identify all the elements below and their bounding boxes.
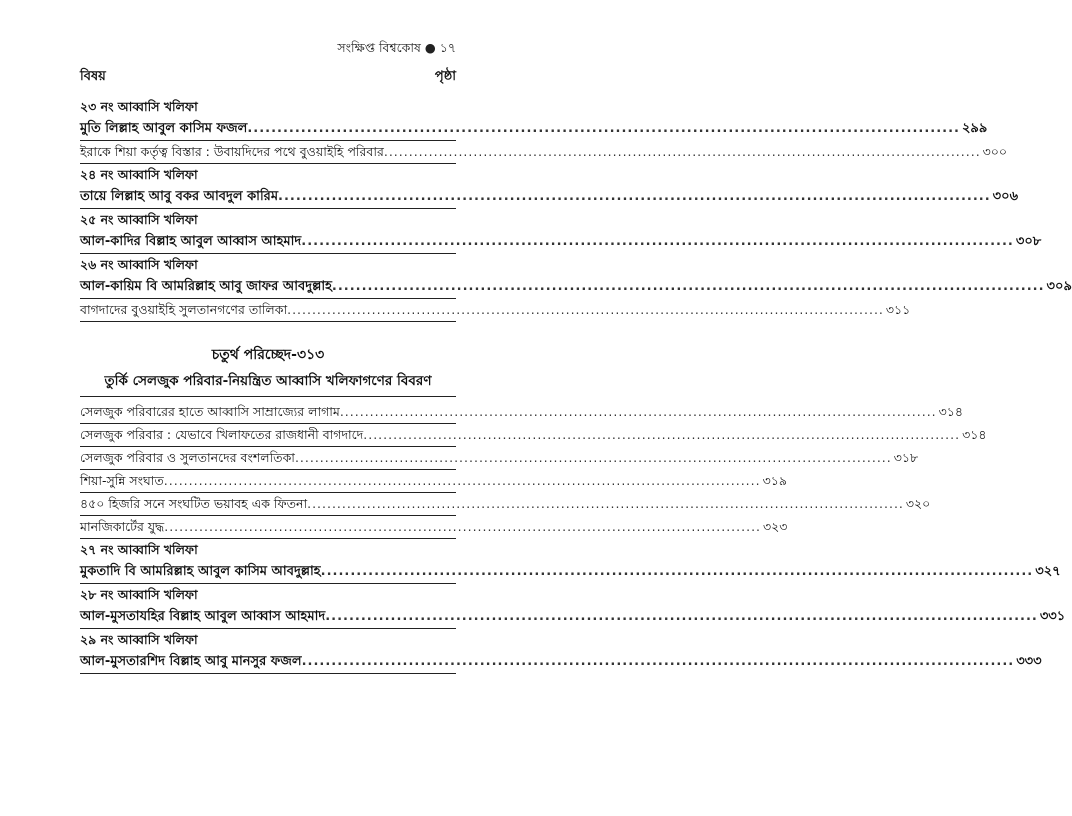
- entry-title: আল-মুসতাযহির বিল্লাহ আবুল আব্বাস আহমাদ: [80, 609, 326, 624]
- caliph-number-heading: [80, 164, 456, 186]
- toc-entry: [80, 606, 1066, 629]
- dot-leader: ........................................................................................................................: [301, 234, 1014, 249]
- entry-page-number: ৩২৩: [763, 519, 788, 534]
- entry-page-number: ৩২৭: [1035, 564, 1061, 579]
- dot-leader: ........................................................................................................................: [294, 450, 892, 465]
- caliph-number-heading: [80, 254, 456, 276]
- toc-entry: [80, 447, 919, 470]
- page-column-label: পৃষ্ঠা: [434, 69, 456, 84]
- entry-page-number: ৩১৪: [962, 427, 987, 442]
- dot-leader: ........................................................................................................................: [278, 189, 991, 204]
- entry-title: আল-কায়িম বি আমরিল্লাহ আবু জাফর আবদুল্লাহ: [80, 279, 332, 294]
- toc-entry: [80, 561, 1061, 584]
- heading-text: ২৪ নং আব্বাসি খলিফা: [80, 167, 198, 182]
- dot-leader: ........................................................................................................................: [320, 564, 1034, 579]
- entry-page-number: ৩১১: [885, 302, 911, 317]
- toc-entry: [80, 231, 1042, 254]
- toc-entries: [80, 96, 1072, 674]
- heading-text: ২৩ নং আব্বাসি খলিফা: [80, 99, 198, 114]
- dot-leader: ........................................................................................................................: [287, 302, 884, 317]
- toc-entry: [80, 651, 1042, 674]
- dot-leader: ........................................................................................................................: [383, 144, 981, 159]
- entry-page-number: ৩২০: [905, 496, 931, 511]
- column-headers: [80, 67, 456, 88]
- caliph-number-heading: [80, 96, 456, 118]
- entry-title: আল-মুসতারশিদ বিল্লাহ আবু মানসুর ফজল: [80, 654, 302, 669]
- dot-leader: ........................................................................................................................: [307, 496, 904, 511]
- toc-entry: [80, 299, 911, 322]
- toc-entry: [80, 141, 1008, 164]
- toc-entry: [80, 493, 931, 516]
- entry-title: আল-কাদির বিল্লাহ আবুল আব্বাস আহমাদ: [80, 234, 302, 249]
- entry-page-number: ৩১৮: [893, 450, 919, 465]
- dot-leader: ........................................................................................................................: [164, 519, 762, 534]
- entry-title: মুতি লিল্লাহ আবুল কাসিম ফজল: [80, 121, 248, 136]
- toc-entry: [80, 424, 987, 447]
- dot-leader: ........................................................................................................................: [163, 473, 761, 488]
- heading-text: ২৯ নং আব্বাসি খলিফা: [80, 632, 198, 647]
- running-header: সংক্ষিপ্ত বিশ্বকোষ ● ১৭: [337, 40, 456, 55]
- section-one: [80, 96, 1072, 322]
- entry-title: ৪৫০ হিজরি সনে সংঘটিত ভয়াবহ এক ফিতনা: [80, 496, 308, 511]
- toc-entry: [80, 186, 1019, 209]
- dot-leader: ........................................................................................................................: [331, 279, 1045, 294]
- toc-entry: [80, 118, 988, 141]
- chapter-subtitle: তুর্কি সেলজুক পরিবার-নিয়ন্ত্রিত আব্বাসি খলিফাগণের বিবরণ: [80, 368, 456, 397]
- toc-entry: [80, 401, 963, 424]
- entry-page-number: ৩০৯: [1046, 279, 1072, 294]
- entry-page-number: ৩৩১: [1039, 609, 1066, 624]
- subject-column-label: বিষয়: [80, 69, 106, 84]
- chapter-title: চতুর্থ পরিচ্ছেদ-৩১৩: [211, 347, 325, 363]
- entry-page-number: ৩১৯: [762, 473, 787, 488]
- entry-title: মুকতাদি বি আমরিল্লাহ আবুল কাসিম আবদুল্লাহ: [80, 564, 321, 579]
- dot-leader: ........................................................................................................................: [325, 609, 1038, 624]
- heading-text: ২৮ নং আব্বাসি খলিফা: [80, 587, 198, 602]
- entry-title: ইরাকে শিয়া কর্তৃত্ব বিস্তার : উবায়দিদের পথে বুওয়াইহি পরিবার: [80, 144, 384, 159]
- entry-title: বাগদাদের বুওয়াইহি সুলতানগণের তালিকা: [80, 302, 288, 317]
- toc-entry: [80, 516, 788, 539]
- entry-title: সেলজুক পরিবার ও সুলতানদের বংশলতিকা: [80, 450, 295, 465]
- entry-title: মানজিকার্টের যুদ্ধ: [80, 519, 165, 534]
- entry-title: সেলজুক পরিবারের হাতে আব্বাসি সাম্রাজ্যের লাগাম: [80, 404, 340, 419]
- entry-page-number: ৩১৪: [938, 404, 963, 419]
- heading-text: ২৫ নং আব্বাসি খলিফা: [80, 212, 198, 227]
- entry-page-number: ৩০৮: [1015, 234, 1042, 249]
- entry-page-number: ৩০০: [982, 144, 1008, 159]
- toc-entry: [80, 470, 787, 493]
- entry-page-number: ৩০৬: [992, 189, 1019, 204]
- caliph-number-heading: [80, 209, 456, 231]
- entry-title: শিয়া-সুন্নি সংঘাত: [80, 473, 164, 488]
- caliph-number-heading: [80, 584, 456, 606]
- dot-leader: ........................................................................................................................: [301, 654, 1015, 669]
- entry-title: তায়ে লিল্লাহ আবু বকর আবদুল কারিম: [80, 189, 279, 204]
- section-two: [80, 401, 1066, 674]
- dot-leader: ........................................................................................................................: [339, 404, 937, 419]
- toc-entry: [80, 276, 1072, 299]
- heading-text: ২৬ নং আব্বাসি খলিফা: [80, 257, 198, 272]
- dot-leader: ........................................................................................................................: [363, 427, 961, 442]
- heading-text: ২৭ নং আব্বাসি খলিফা: [80, 542, 198, 557]
- caliph-number-heading: [80, 539, 456, 561]
- caliph-number-heading: [80, 629, 456, 651]
- dot-leader: ........................................................................................................................: [247, 121, 960, 136]
- entry-page-number: ২৯৯: [961, 121, 988, 136]
- entry-page-number: ৩৩৩: [1016, 654, 1042, 669]
- entry-title: সেলজুক পরিবার : যেভাবে খিলাফতের রাজধানী বাগদাদে: [80, 427, 364, 442]
